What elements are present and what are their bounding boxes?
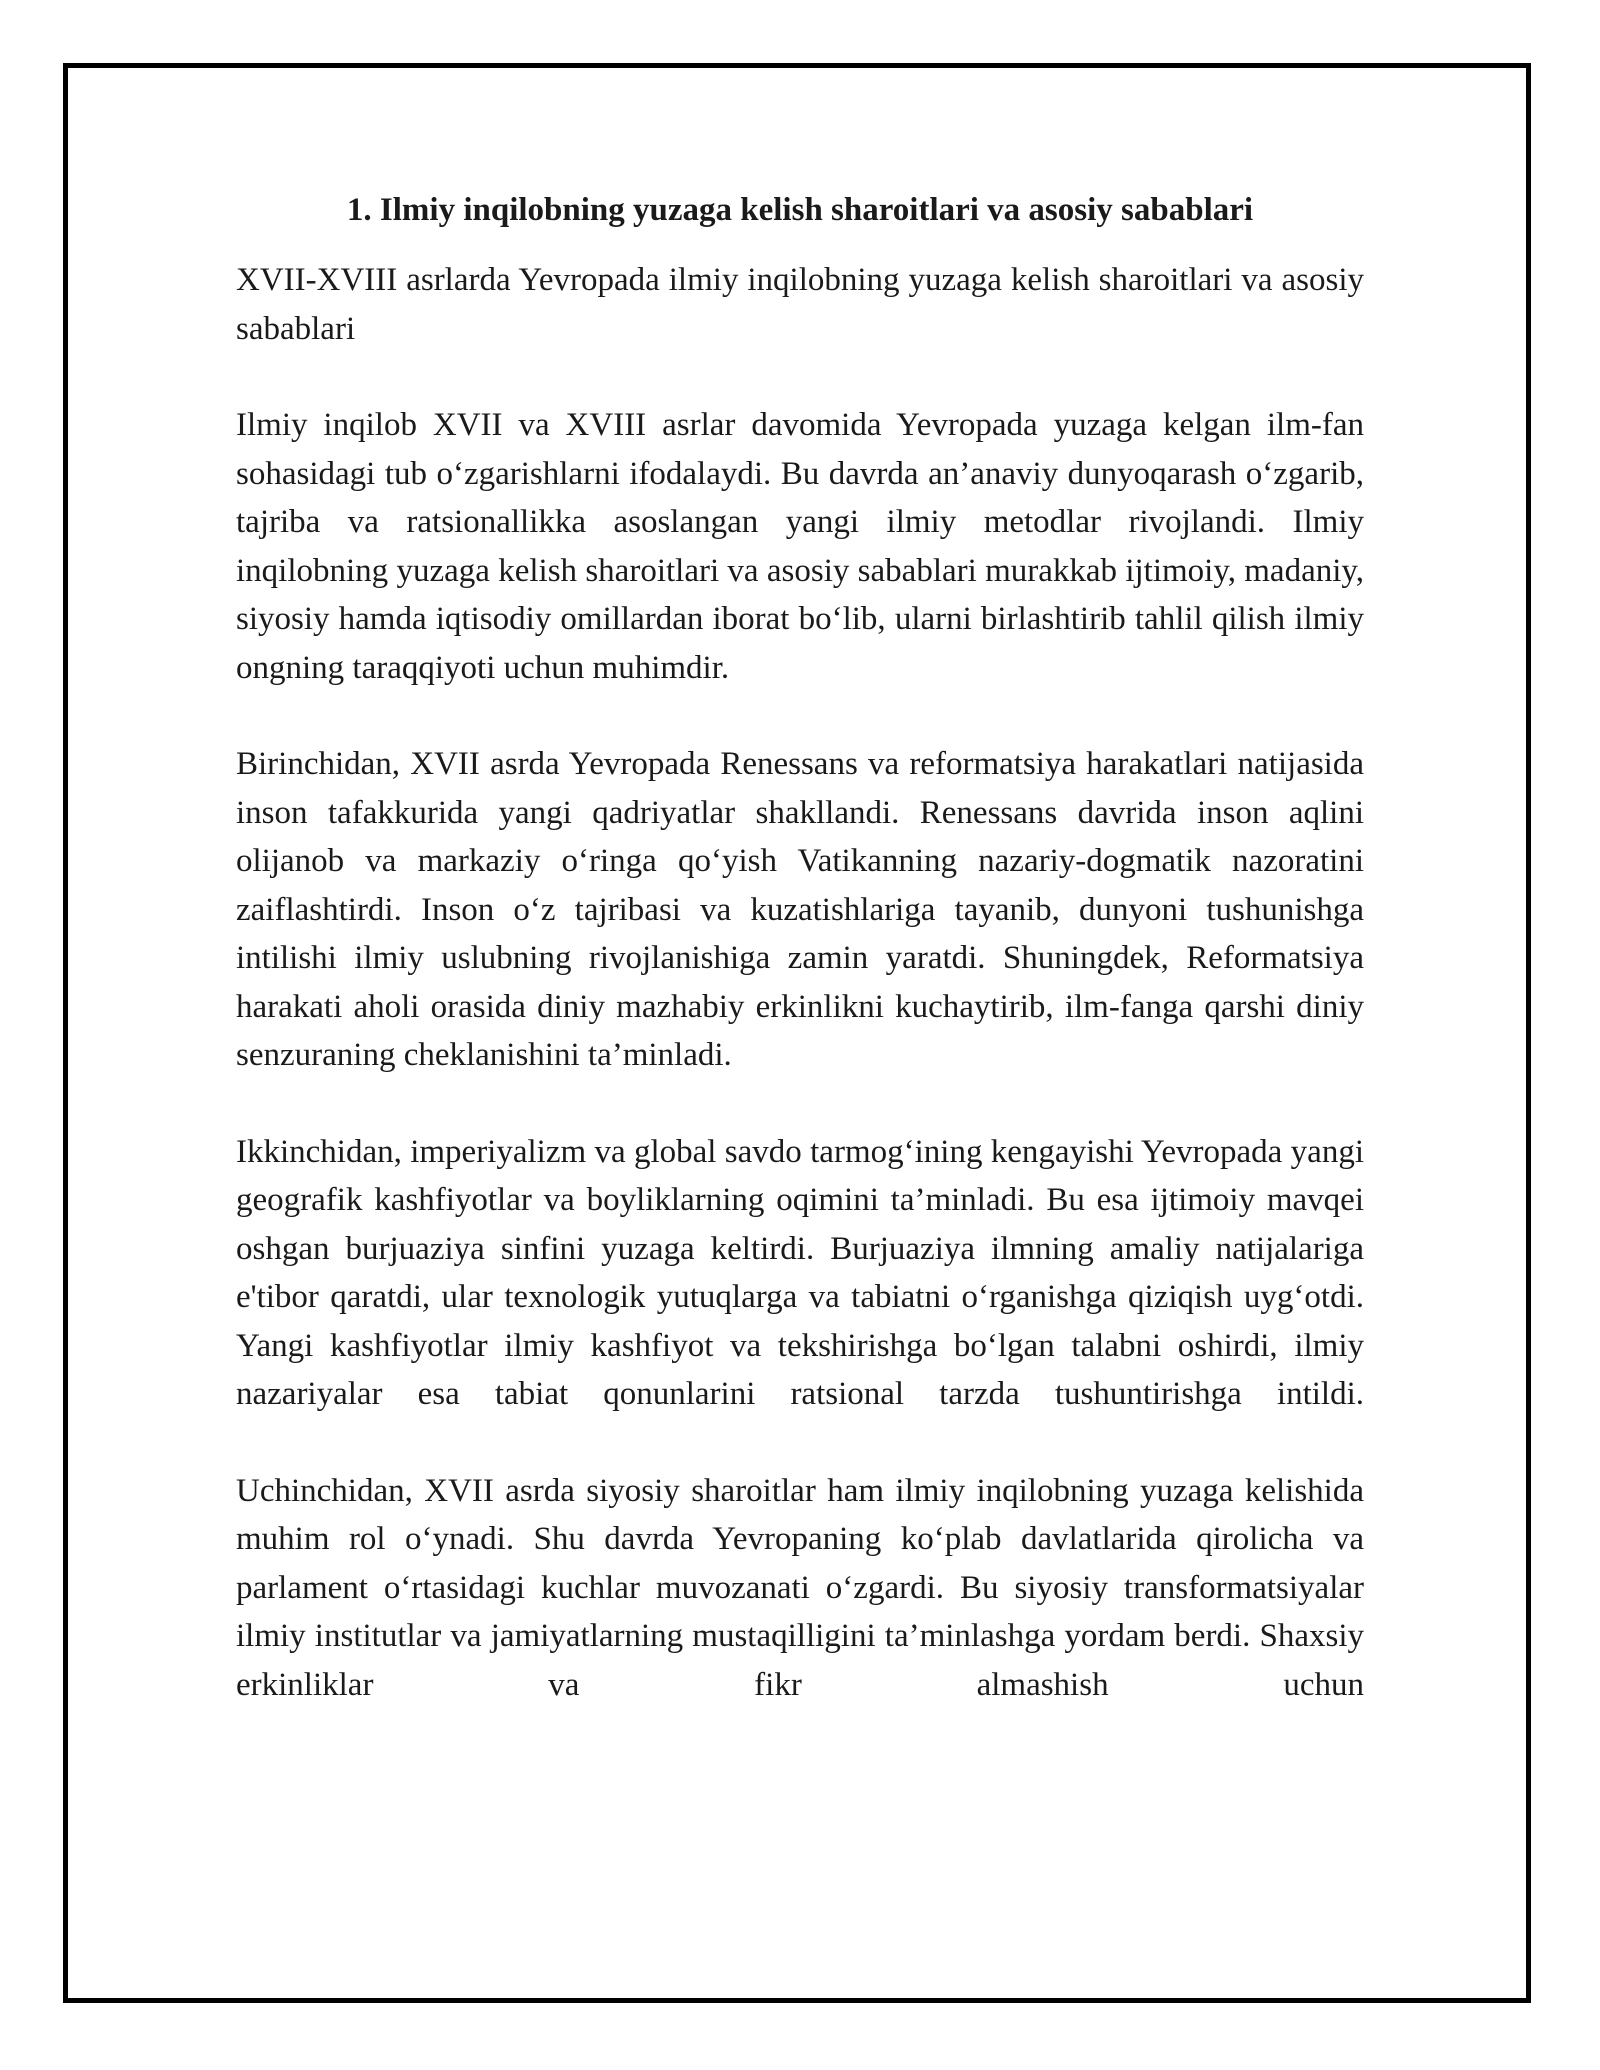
paragraph-first-reason: Birinchidan, XVII asrda Yevropada Renessans va reformatsiya harakatlari natijasida inson tafakkurida yangi qadriyatlar shakllandi. Renessans davrida inson aqlini olijanob va markaziy oʻringa qoʻyish Vatikanning nazariy-dogmatik nazoratini zaiflashtirdi. Inson oʻz tajribasi va kuzatishlariga tayanib, dunyoni tushunishga intilishi ilmiy uslubning rivojlanishiga zamin yaratdi. Shuningdek, Reformatsiya harakati aholi orasida diniy mazhabiy erkinlikni kuchaytirib, ilm-fanga qarshi diniy senzuraning cheklanishini ta’minladi.	[236, 746, 1364, 1073]
document-body	[236, 186, 1364, 1709]
paragraph-third-reason: Uchinchidan, XVII asrda siyosiy sharoitlar ham ilmiy inqilobning yuzaga kelishida muhim rol oʻynadi. Shu davrda Yevropaning koʻplab davlatlarida qirolicha va parlament oʻrtasidagi kuchlar muvozanati oʻzgardi. Bu siyosiy transformatsiyalar ilmiy institutlar va jamiyatlarning mustaqilligini ta’minlashga yordam berdi. Shaxsiy erkinliklar va fikr almashish uchun	[236, 1472, 1364, 1703]
paragraph-second-reason: Ikkinchidan, imperiyalizm va global savdo tarmogʻining kengayishi Yevropada yangi geografik kashfiyotlar va boyliklarning oqimini ta’minladi. Bu esa ijtimoiy mavqei oshgan burjuaziya sinfini yuzaga keltirdi. Burjuaziya ilmning amaliy natijalariga e'tibor qaratdi, ular texnologik yutuqlarga va tabiatni oʻrganishga qiziqish uygʻotdi. Yangi kashfiyotlar ilmiy kashfiyot va tekshirishga boʻlgan talabni oshirdi, ilmiy nazariyalar esa tabiat qonunlarini ratsional tarzda tushuntirishga intildi.	[236, 1133, 1364, 1412]
subtitle-paragraph: XVII-XVIII asrlarda Yevropada ilmiy inqilobning yuzaga kelish sharoitlari va asosiy sabablari	[236, 262, 1364, 347]
intro-paragraph: Ilmiy inqilob XVII va XVIII asrlar davomida Yevropada yuzaga kelgan ilm-fan sohasidagi tub oʻzgarishlarni ifodalaydi. Bu davrda an’anaviy dunyoqarash oʻzgarib, tajriba va ratsionallikka asoslangan yangi ilmiy metodlar rivojlandi. Ilmiy inqilobning yuzaga kelish sharoitlari va asosiy sabablari murakkab ijtimoiy, madaniy, siyosiy hamda iqtisodiy omillardan iborat boʻlib, ularni birlashtirib tahlil qilish ilmiy ongning taraqqiyoti uchun muhimdir.	[236, 407, 1364, 686]
document-title: 1. Ilmiy inqilobning yuzaga kelish sharoitlari va asosiy sabablari	[346, 192, 1254, 228]
